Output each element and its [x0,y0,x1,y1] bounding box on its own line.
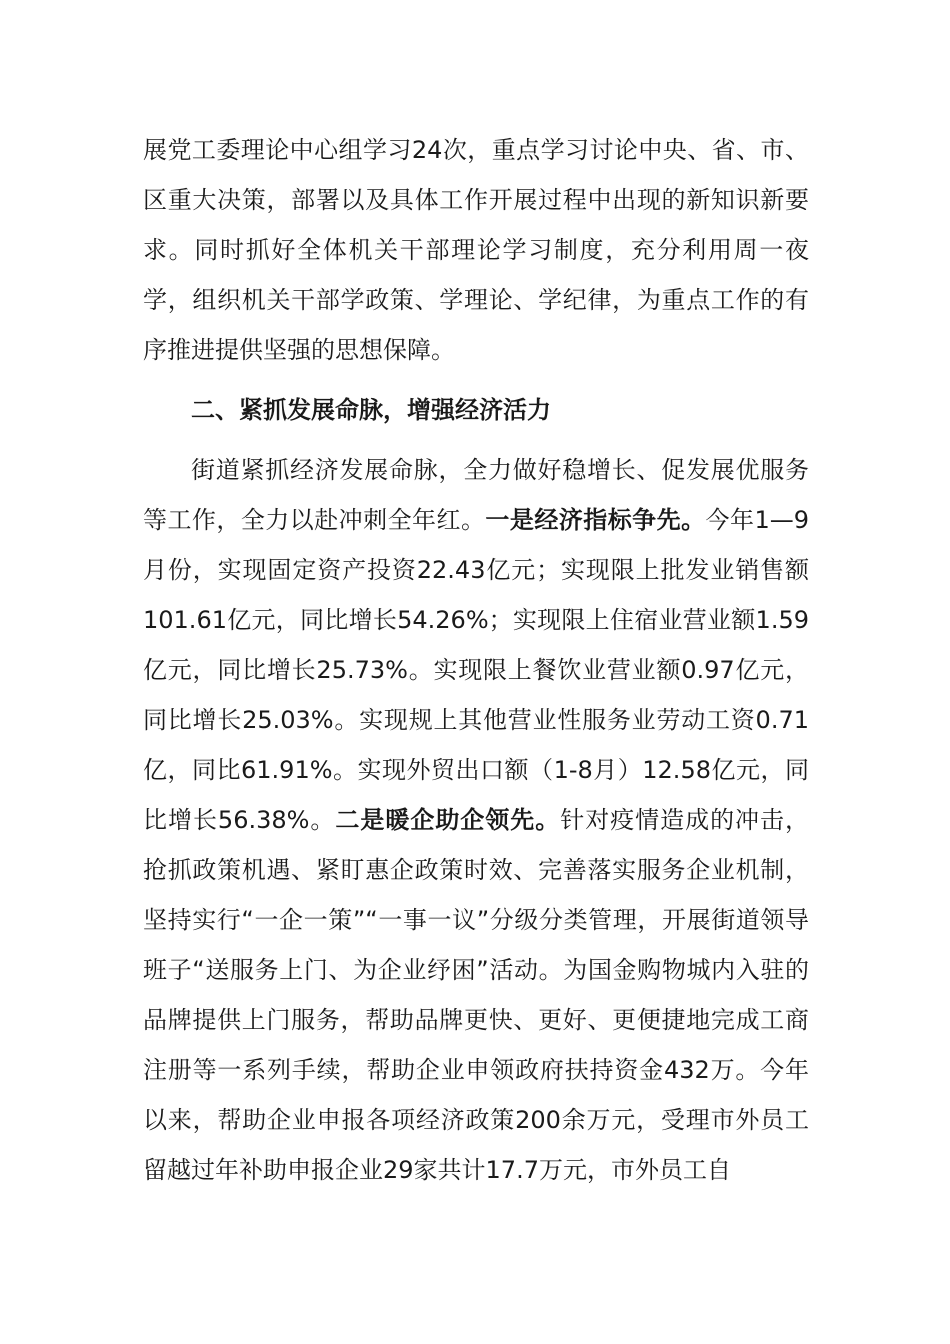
paragraph-intro-text: 街道紧抓经济发展命脉，全力做好稳增长、促发展优服务等工作，全力以赴冲刺全年红。 [143,456,809,534]
paragraph-continued: 展党工委理论中心组学习24次，重点学习讨论中央、省、市、区重大决策，部署以及具体工作开展过程中出现的新知识新要求。同时抓好全体机关干部理论学习制度，充分利用周一夜学，组织机关干部学政策、学理论、学纪律，为重点工作的有序推进提供坚强的思想保障。 [143,136,809,364]
section-heading: 二、紧抓发展命脉，增强经济活力 [191,396,551,424]
paragraph-economy [143,445,809,1195]
document-body [143,125,809,1195]
point-two-text: 针对疫情造成的冲击，抢抓政策机遇、紧盯惠企政策时效、完善落实服务企业机制，坚持实行“一企一策”“一事一议”分级分类管理，开展街道领导班子“送服务上门、为企业纾困”活动。为国金购物城内入驻的品牌提供上门服务，帮助品牌更快、更好、更便捷地完成工商注册等一系列手续，帮助企业申领政府扶持资金432万。今年以来，帮助企业申报各项经济政策200余万元，受理市外员工留越过年补助申报企业29家共计17.7万元，市外员工自 [143,806,810,1184]
point-one-text: 今年1—9月份，实现固定资产投资22.43亿元；实现限上批发业销售额101.61亿元，同比增长54.26%；实现限上住宿业营业额1.59亿元，同比增长25.73%。实现限上餐饮业营业额0.97亿元，同比增长25.03%。实现规上其他营业性服务业劳动工资0.71亿，同比61.91%。实现外贸出口额（1-8月）12.58亿元，同比增长56.38%。 [143,506,810,834]
bold-point-two: 二是暖企助企领先。 [335,806,561,834]
bold-point-one: 一是经济指标争先。 [485,506,706,534]
